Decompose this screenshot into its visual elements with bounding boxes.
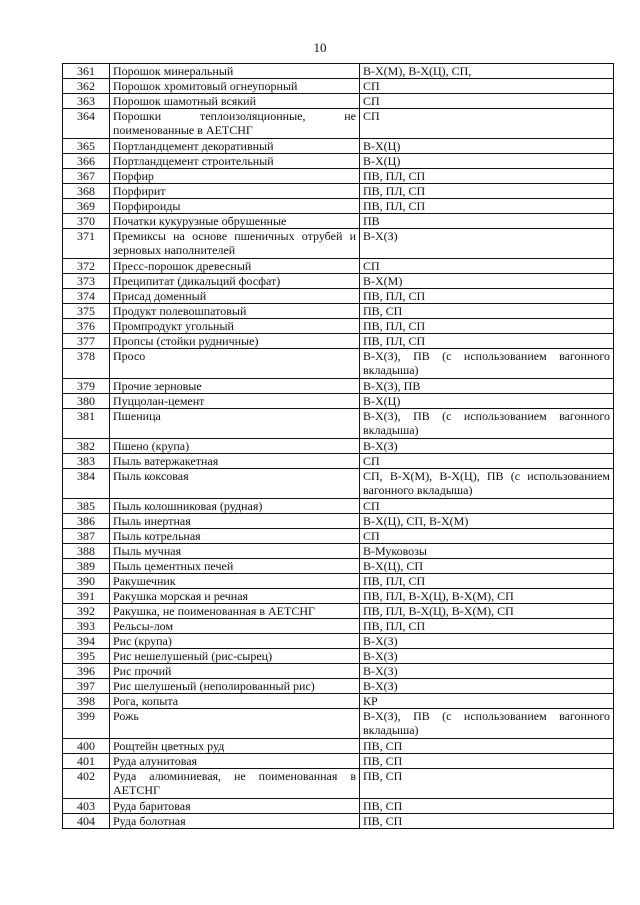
transport-mode-cell: В-Х(З) <box>360 649 614 664</box>
table-row <box>63 694 614 709</box>
table-row <box>63 94 614 109</box>
cargo-name-cell: Руда алюминиевая, не поименованная в АЕТСНГ <box>110 769 360 799</box>
transport-mode-cell: В-Х(З) <box>360 634 614 649</box>
transport-mode-cell: В-Х(З), ПВ (с использованием вагонного вкладыша) <box>360 349 614 379</box>
table-row <box>63 139 614 154</box>
row-number-cell: 367 <box>63 169 110 184</box>
row-number-cell: 392 <box>63 604 110 619</box>
cargo-name-cell: Пропсы (стойки рудничные) <box>110 334 360 349</box>
cargo-name-cell: Порошок минеральный <box>110 64 360 79</box>
row-number-cell: 363 <box>63 94 110 109</box>
cargo-name-cell: Рис нешелушеный (рис-сырец) <box>110 649 360 664</box>
cargo-name-cell: Руда баритовая <box>110 799 360 814</box>
row-number-cell: 364 <box>63 109 110 139</box>
cargo-name-cell: Ракушечник <box>110 574 360 589</box>
row-number-cell: 383 <box>63 454 110 469</box>
cargo-name-cell: Присад доменный <box>110 289 360 304</box>
table-row <box>63 769 614 799</box>
table-row <box>63 394 614 409</box>
transport-mode-cell: ПВ, ПЛ, СП <box>360 169 614 184</box>
transport-mode-cell: В-Х(Ц), СП <box>360 559 614 574</box>
row-number-cell: 381 <box>63 409 110 439</box>
transport-mode-cell: ПВ, ПЛ, СП <box>360 319 614 334</box>
table-row <box>63 514 614 529</box>
transport-mode-cell: ПВ, ПЛ, СП <box>360 184 614 199</box>
row-number-cell: 382 <box>63 439 110 454</box>
table-row <box>63 619 614 634</box>
cargo-name-cell: Руда болотная <box>110 814 360 829</box>
cargo-name-cell: Рощтейн цветных руд <box>110 739 360 754</box>
transport-mode-cell: ПВ, СП <box>360 304 614 319</box>
row-number-cell: 404 <box>63 814 110 829</box>
row-number-cell: 403 <box>63 799 110 814</box>
cargo-name-cell: Порошок хромитовый огнеупорный <box>110 79 360 94</box>
transport-mode-cell: В-Х(Ц), СП, В-Х(М) <box>360 514 614 529</box>
table-row <box>63 679 614 694</box>
cargo-name-cell: Порфирит <box>110 184 360 199</box>
row-number-cell: 389 <box>63 559 110 574</box>
row-number-cell: 385 <box>63 499 110 514</box>
transport-mode-cell: ПВ, ПЛ, СП <box>360 619 614 634</box>
row-number-cell: 369 <box>63 199 110 214</box>
table-row <box>63 709 614 739</box>
row-number-cell: 377 <box>63 334 110 349</box>
cargo-name-cell: Пыль ватержакетная <box>110 454 360 469</box>
transport-mode-cell: В-Х(З) <box>360 664 614 679</box>
row-number-cell: 401 <box>63 754 110 769</box>
row-number-cell: 396 <box>63 664 110 679</box>
table-row <box>63 664 614 679</box>
cargo-name-cell: Пыль мучная <box>110 544 360 559</box>
table-row <box>63 229 614 259</box>
cargo-name-cell: Рис шелушеный (неполированный рис) <box>110 679 360 694</box>
cargo-name-cell: Руда алунитовая <box>110 754 360 769</box>
cargo-name-cell: Рельсы-лом <box>110 619 360 634</box>
row-number-cell: 387 <box>63 529 110 544</box>
cargo-name-cell: Рожь <box>110 709 360 739</box>
cargo-name-cell: Просо <box>110 349 360 379</box>
row-number-cell: 365 <box>63 139 110 154</box>
transport-mode-cell: В-Х(З) <box>360 439 614 454</box>
transport-mode-cell: В-Х(З), ПВ (с использованием вагонного вкладыша) <box>360 709 614 739</box>
cargo-name-cell: Пшено (крупа) <box>110 439 360 454</box>
table-row <box>63 409 614 439</box>
table-body <box>63 64 614 829</box>
cargo-name-cell: Премиксы на основе пшеничных отрубей и зерновых наполнителей <box>110 229 360 259</box>
table-row <box>63 109 614 139</box>
row-number-cell: 374 <box>63 289 110 304</box>
table-row <box>63 439 614 454</box>
table-row <box>63 739 614 754</box>
table-row <box>63 379 614 394</box>
row-number-cell: 380 <box>63 394 110 409</box>
transport-mode-cell: КР <box>360 694 614 709</box>
transport-mode-cell: В-Х(З), ПВ <box>360 379 614 394</box>
transport-mode-cell: ПВ, ПЛ, СП <box>360 334 614 349</box>
row-number-cell: 384 <box>63 469 110 499</box>
transport-mode-cell: ПВ, СП <box>360 799 614 814</box>
cargo-name-cell: Продукт полевошпатовый <box>110 304 360 319</box>
transport-mode-cell: В-Х(М) <box>360 274 614 289</box>
row-number-cell: 366 <box>63 154 110 169</box>
transport-mode-cell: СП <box>360 499 614 514</box>
cargo-name-cell: Пыль коксовая <box>110 469 360 499</box>
transport-mode-cell: В-Х(М), В-Х(Ц), СП, <box>360 64 614 79</box>
transport-mode-cell: ПВ, ПЛ, В-Х(Ц), В-Х(М), СП <box>360 589 614 604</box>
transport-mode-cell: СП <box>360 529 614 544</box>
table-row <box>63 184 614 199</box>
row-number-cell: 390 <box>63 574 110 589</box>
table-row <box>63 529 614 544</box>
cargo-name-cell: Рога, копыта <box>110 694 360 709</box>
row-number-cell: 388 <box>63 544 110 559</box>
row-number-cell: 402 <box>63 769 110 799</box>
cargo-name-cell: Пыль цементных печей <box>110 559 360 574</box>
cargo-name-cell: Преципитат (дикальций фосфат) <box>110 274 360 289</box>
table-row <box>63 469 614 499</box>
table-row <box>63 154 614 169</box>
row-number-cell: 378 <box>63 349 110 379</box>
table-row <box>63 334 614 349</box>
cargo-name-cell: Порфир <box>110 169 360 184</box>
transport-mode-cell: ПВ, ПЛ, СП <box>360 289 614 304</box>
cargo-name-cell: Початки кукурузные обрушенные <box>110 214 360 229</box>
row-number-cell: 391 <box>63 589 110 604</box>
row-number-cell: 398 <box>63 694 110 709</box>
table-row <box>63 589 614 604</box>
row-number-cell: 368 <box>63 184 110 199</box>
transport-mode-cell: В-Х(Ц) <box>360 139 614 154</box>
transport-mode-cell: В-Х(З) <box>360 679 614 694</box>
transport-mode-cell: В-Х(З) <box>360 229 614 259</box>
transport-mode-cell: ПВ, ПЛ, СП <box>360 199 614 214</box>
cargo-name-cell: Пресс-порошок древесный <box>110 259 360 274</box>
table-row <box>63 799 614 814</box>
row-number-cell: 394 <box>63 634 110 649</box>
cargo-name-cell: Рис (крупа) <box>110 634 360 649</box>
cargo-name-cell: Порфироиды <box>110 199 360 214</box>
cargo-name-cell: Промпродукт угольный <box>110 319 360 334</box>
row-number-cell: 399 <box>63 709 110 739</box>
row-number-cell: 400 <box>63 739 110 754</box>
row-number-cell: 361 <box>63 64 110 79</box>
transport-mode-cell: В-Х(Ц) <box>360 154 614 169</box>
table-row <box>63 454 614 469</box>
table-row <box>63 79 614 94</box>
cargo-name-cell: Пыль котрельная <box>110 529 360 544</box>
row-number-cell: 373 <box>63 274 110 289</box>
table-row <box>63 169 614 184</box>
table-row <box>63 289 614 304</box>
table-row <box>63 64 614 79</box>
row-number-cell: 362 <box>63 79 110 94</box>
cargo-name-cell: Пыль инертная <box>110 514 360 529</box>
transport-mode-cell: ПВ <box>360 214 614 229</box>
table-row <box>63 319 614 334</box>
table-row <box>63 274 614 289</box>
row-number-cell: 395 <box>63 649 110 664</box>
row-number-cell: 370 <box>63 214 110 229</box>
table-row <box>63 259 614 274</box>
table-row <box>63 499 614 514</box>
transport-mode-cell: СП <box>360 454 614 469</box>
cargo-name-cell: Рис прочий <box>110 664 360 679</box>
transport-mode-cell: СП <box>360 259 614 274</box>
row-number-cell: 393 <box>63 619 110 634</box>
transport-mode-cell: В-Х(Ц) <box>360 394 614 409</box>
cargo-name-cell: Портландцемент декоративный <box>110 139 360 154</box>
transport-mode-cell: В-Х(З), ПВ (с использованием вагонного вкладыша) <box>360 409 614 439</box>
transport-mode-cell: СП, В-Х(М), В-Х(Ц), ПВ (с использованием вагонного вкладыша) <box>360 469 614 499</box>
cargo-name-cell: Ракушка морская и речная <box>110 589 360 604</box>
cargo-table <box>62 63 614 829</box>
table-row <box>63 574 614 589</box>
table-row <box>63 199 614 214</box>
transport-mode-cell: ПВ, СП <box>360 814 614 829</box>
row-number-cell: 397 <box>63 679 110 694</box>
transport-mode-cell: ПВ, ПЛ, В-Х(Ц), В-Х(М), СП <box>360 604 614 619</box>
transport-mode-cell: В-Муковозы <box>360 544 614 559</box>
cargo-name-cell: Прочие зерновые <box>110 379 360 394</box>
table-row <box>63 814 614 829</box>
cargo-name-cell: Пшеница <box>110 409 360 439</box>
row-number-cell: 371 <box>63 229 110 259</box>
transport-mode-cell: СП <box>360 109 614 139</box>
cargo-name-cell: Порошки теплоизоляционные, не поименованные в АЕТСНГ <box>110 109 360 139</box>
transport-mode-cell: ПВ, СП <box>360 754 614 769</box>
page-number: 10 <box>313 40 327 55</box>
transport-mode-cell: ПВ, СП <box>360 769 614 799</box>
transport-mode-cell: ПВ, СП <box>360 739 614 754</box>
cargo-name-cell: Портландцемент строительный <box>110 154 360 169</box>
table-row <box>63 754 614 769</box>
row-number-cell: 375 <box>63 304 110 319</box>
table-row <box>63 544 614 559</box>
transport-mode-cell: ПВ, ПЛ, СП <box>360 574 614 589</box>
table-row <box>63 649 614 664</box>
transport-mode-cell: СП <box>360 94 614 109</box>
cargo-name-cell: Ракушка, не поименованная в АЕТСНГ <box>110 604 360 619</box>
table-row <box>63 559 614 574</box>
cargo-name-cell: Порошок шамотный всякий <box>110 94 360 109</box>
row-number-cell: 376 <box>63 319 110 334</box>
row-number-cell: 372 <box>63 259 110 274</box>
cargo-name-cell: Пуццолан-цемент <box>110 394 360 409</box>
row-number-cell: 386 <box>63 514 110 529</box>
transport-mode-cell: СП <box>360 79 614 94</box>
table-row <box>63 304 614 319</box>
table-row <box>63 634 614 649</box>
row-number-cell: 379 <box>63 379 110 394</box>
table-row <box>63 604 614 619</box>
cargo-name-cell: Пыль колошниковая (рудная) <box>110 499 360 514</box>
table-row <box>63 214 614 229</box>
table-row <box>63 349 614 379</box>
